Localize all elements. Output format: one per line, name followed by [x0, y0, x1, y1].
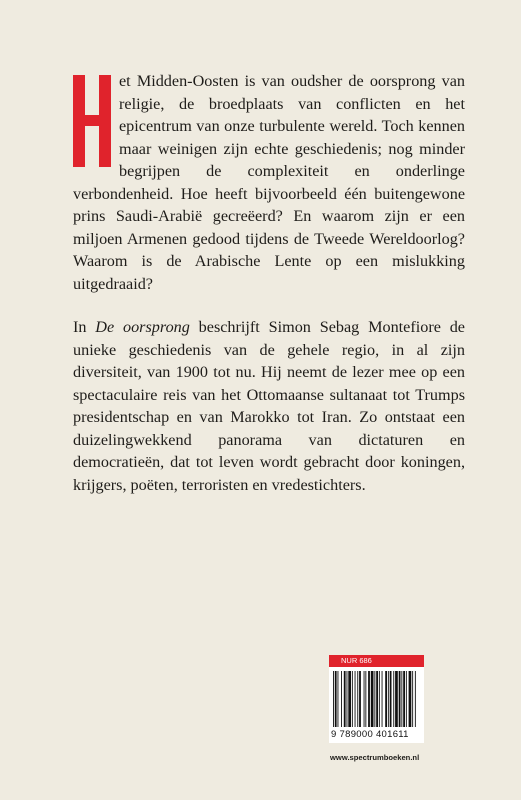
barcode-bar: [355, 671, 356, 727]
barcode-bar: [341, 671, 342, 727]
nur-code-label: NUR 686: [329, 655, 424, 667]
paragraph-2-text: beschrijft Simon Sebag Montefiore de unieke geschiedenis van de gehele regio, in al zijn diversiteit, van 1900 tot nu. Hij neemt de lezer mee op een spectaculaire reis van het Ottomaanse sultanaat tot Trumps presidentschap en van Marokko tot Iran. Zo ontstaat een duizelingwekkend panorama van dictaturen en democratieën, dat tot leven wordt gebracht door koningen, krijgers, poëten, terroristen en vredestichters.: [73, 318, 465, 494]
barcode-bar: [371, 671, 374, 727]
barcode-bar: [357, 671, 358, 727]
barcode-bar: [344, 671, 346, 727]
barcode-bar: [347, 671, 348, 727]
barcode-bar: [338, 671, 339, 727]
barcode-bar: [376, 671, 378, 727]
barcode-bar: [395, 671, 398, 727]
barcode-bar: [374, 671, 375, 727]
barcode-bar: [409, 671, 412, 727]
dropcap-h-glyph: [73, 75, 111, 167]
barcode-bar: [365, 671, 366, 727]
barcode-bar: [348, 671, 351, 727]
paragraph-1-text: et Midden-Oosten is van oudsher de oorsprong van religie, de broedplaats van conflicten en het epicentrum van onze turbulente wereld. Toch kennen maar weinigen zijn echte geschiedenis; nog minder begrijpen de complexiteit en onderlinge verbondenheid. Hoe heeft bijvoorbeeld één buitengewone prins Saudi-Arabië gecreëerd? En waarom zijn er een miljoen Armenen gedood tijdens de Tweede Wereldoorlog? Waarom is de Arabische Lente op een mislukking uitgedraaid?: [73, 72, 465, 293]
barcode-bar: [333, 671, 334, 727]
barcode-bar: [401, 671, 402, 727]
barcode-bar: [335, 671, 337, 727]
barcode-bar: [385, 671, 387, 727]
blurb: [73, 70, 465, 496]
barcode-bar: [393, 671, 394, 727]
blurb-paragraph-1: [73, 70, 465, 295]
barcode-bar: [388, 671, 389, 727]
barcode-bar: [406, 671, 407, 727]
barcode-bar: [399, 671, 401, 727]
barcode-bar: [412, 671, 413, 727]
book-title: De oorsprong: [95, 318, 190, 336]
barcode-bar: [415, 671, 416, 727]
blurb-paragraph-2: [73, 316, 465, 496]
barcode-bar: [352, 671, 353, 727]
publisher-website: www.spectrumboeken.nl: [330, 753, 420, 762]
barcode-bar: [390, 671, 392, 727]
dropcap-h: [73, 75, 111, 167]
barcode-bar: [379, 671, 380, 727]
paragraph-2-intro: In: [73, 318, 96, 336]
barcode-bar: [403, 671, 405, 727]
barcode-bar: [382, 671, 383, 727]
barcode-bar: [364, 671, 365, 727]
isbn-digits: 9 789000 401611: [331, 729, 409, 740]
barcode-bar: [368, 671, 370, 727]
barcode-bar: [359, 671, 361, 727]
